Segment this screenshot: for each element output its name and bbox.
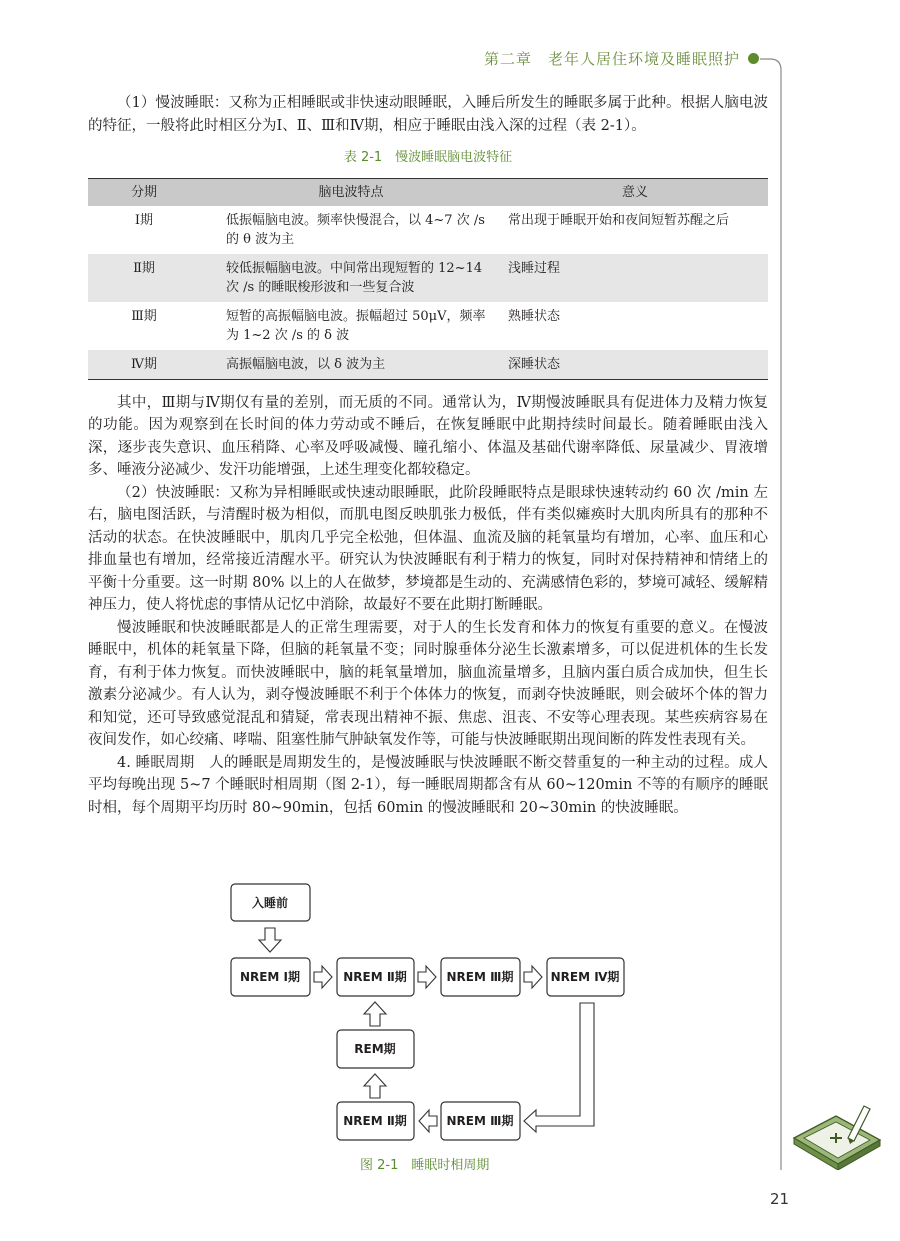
arrow-right-icon — [524, 966, 542, 988]
figure-caption: 图 2-1 睡眠时相周期 — [360, 1158, 490, 1173]
arrow-up-icon — [364, 1074, 386, 1098]
node-label: NREM Ⅲ期 — [446, 970, 514, 984]
table-header-meaning: 意义 — [502, 178, 768, 206]
meaning-cell: 熟睡状态 — [508, 308, 561, 324]
phase-cell: Ⅰ期 — [134, 212, 154, 228]
paragraph-sleep-cycle: 4. 睡眠周期 人的睡眠是周期发生的，是慢波睡眠与快波睡眠不断交替重复的一种主动的过程。成人平均每晚出现 5~7 个睡眠时相周期（图 2-1），每一睡眠周期都含有从 60~120min 不等的有顺序的睡眠时相，每个周期平均历时 80~90min，包括 60min 的慢波睡眠和 20~30min 的快波睡眠。 — [88, 754, 768, 816]
node-label: NREM Ⅳ期 — [550, 970, 620, 984]
meaning-cell: 浅睡过程 — [502, 254, 768, 302]
feature-cell: 高振幅脑电波，以 δ 波为主 — [200, 350, 502, 380]
phase-cell: Ⅱ期 — [88, 254, 200, 302]
arrow-left-icon — [419, 1110, 437, 1132]
node-label: NREM Ⅱ期 — [343, 1114, 407, 1128]
paragraph-fast-wave: （2）快波睡眠：又称为异相睡眠或快速动眼睡眠，此阶段睡眠特点是眼球快速转动约 60 次 /min 左右，脑电图活跃，与清醒时极为相似，而肌电图反映肌张力极低，伴有类似瘫痪时大肌肉所具有的那种不活动的状态。在快波睡眠中，肌肉几乎完全松弛，但体温、血流及脑的耗氧量均有增加，心率、血压和心排血量也有增加，经常接近清醒水平。研究认为快波睡眠有利于精力的恢复，同时对保持精神和情绪上的平衡十分重要。这一时期 80% 以上的人在做梦，梦境都是生动的、充满感情色彩的，梦境可减轻、缓解精神压力，使人将忧虑的事情从记忆中消除，故最好不要在此期打断睡眠。 — [88, 484, 768, 613]
page-number: 21 — [770, 1190, 790, 1208]
paragraph-stage-3-4: 其中，Ⅲ期与Ⅳ期仅有量的差别，而无质的不同。通常认为，Ⅳ期慢波睡眠具有促进体力及精力恢复的功能。因为观察到在长时间的体力劳动或不睡后，在恢复睡眠中此期持续时间最长。随着睡眠由浅入深，逐步丧失意识、血压稍降、心率及呼吸减慢、瞳孔缩小、体温及基础代谢率降低、尿量减少、胃液增多、唾液分泌减少、发汗功能增强，上述生理变化都较稳定。 — [88, 394, 768, 478]
chapter-number: 第二章 — [483, 50, 532, 68]
feature-cell: 低振幅脑电波。频率快慢混合，以 4~7 次 /s 的 θ 波为主 — [226, 212, 485, 247]
table-header-feature: 脑电波特点 — [200, 178, 502, 206]
table-caption: 表 2-1 慢波睡眠脑电波特征 — [343, 150, 513, 165]
feature-cell: 短暂的高振幅脑电波。振幅超过 50μV，频率为 1~2 次 /s 的 δ 波 — [226, 308, 486, 343]
phase-cell: Ⅳ期 — [88, 350, 200, 380]
feature-cell: 较低振幅脑电波。中间常出现短暂的 12~14 次 /s 的睡眠梭形波和一些复合波 — [200, 254, 502, 302]
node-label: NREM Ⅰ期 — [239, 970, 301, 984]
clipboard-pen-icon — [790, 1100, 885, 1170]
paragraph-sleep-comparison: 慢波睡眠和快波睡眠都是人的正常生理需要，对于人的生长发育和体力的恢复有重要的意义。在慢波睡眠中，机体的耗氧量下降，但脑的耗氧量不变；同时腺垂体分泌生长激素增多，可以促进机体的生长发育，有利于体力恢复。而快波睡眠中，脑的耗氧量增加，脑血流量增多，且脑内蛋白质合成加快，但生长激素分泌减少。有人认为，剥夺慢波睡眠不利于个体体力的恢复，而剥夺快波睡眠，则会破坏个体的智力和知觉，还可导致感觉混乱和猜疑，常表现出精神不振、焦虑、沮丧、不安等心理表现。某些疾病容易在夜间发作，如心绞痛、哮喘、阻塞性肺气肿缺氧发作等，可能与快波睡眠期出现间断的阵发性表现有关。 — [88, 619, 768, 748]
meaning-cell: 深睡状态 — [502, 350, 768, 380]
paragraph-slow-wave: （1）慢波睡眠：又称为正相睡眠或非快速动眼睡眠，入睡后所发生的睡眠多属于此种。根据人脑电波的特征，一般将此时相区分为Ⅰ、Ⅱ、Ⅲ和Ⅳ期，相应于睡眠由浅入深的过程（表 2-1）。 — [88, 95, 768, 134]
arrow-down-icon — [259, 928, 281, 952]
meaning-cell: 常出现于睡眠开始和夜间短暂苏醒之后 — [508, 212, 730, 228]
phase-cell: Ⅲ期 — [131, 308, 157, 324]
chapter-title: 老年人居住环境及睡眠照护 — [547, 50, 740, 68]
node-label: NREM Ⅲ期 — [446, 1114, 514, 1128]
node-label: 入睡前 — [251, 896, 289, 910]
node-label: NREM Ⅱ期 — [343, 970, 407, 984]
node-label: REM期 — [354, 1042, 396, 1056]
arrow-right-icon — [418, 966, 436, 988]
arrow-return-icon — [524, 1003, 594, 1132]
arrow-up-icon — [364, 1002, 386, 1026]
table-header-phase: 分期 — [88, 178, 200, 206]
arrow-right-icon — [314, 966, 332, 988]
